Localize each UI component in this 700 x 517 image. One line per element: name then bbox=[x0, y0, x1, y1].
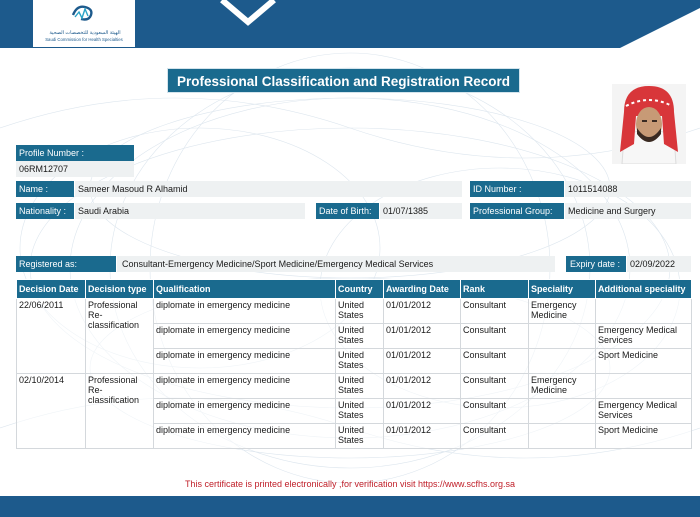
awarding-date: 01/01/2012 bbox=[384, 299, 461, 324]
profile-photo bbox=[612, 84, 686, 164]
column-header: Awarding Date bbox=[384, 280, 461, 299]
table-header-row bbox=[17, 280, 692, 299]
country: United States bbox=[336, 324, 384, 349]
logo-icon bbox=[69, 3, 97, 25]
additional-speciality bbox=[596, 299, 692, 324]
table-row bbox=[17, 299, 692, 324]
footer-band bbox=[0, 496, 700, 517]
professional-group-value: Medicine and Surgery bbox=[565, 203, 691, 219]
decision-date: 22/06/2011 bbox=[17, 299, 86, 374]
decision-type: Professional Re-classification bbox=[86, 374, 154, 449]
country: United States bbox=[336, 299, 384, 324]
qualification: diplomate in emergency medicine bbox=[154, 349, 336, 374]
additional-speciality: Sport Medicine bbox=[596, 349, 692, 374]
country: United States bbox=[336, 374, 384, 399]
column-header: Qualification bbox=[154, 280, 336, 299]
registered-as-label: Registered as: bbox=[16, 256, 116, 272]
professional-group-label: Professional Group: bbox=[470, 203, 564, 219]
rank: Consultant bbox=[461, 399, 529, 424]
qualification: diplomate in emergency medicine bbox=[154, 374, 336, 399]
nationality-label: Nationality : bbox=[16, 203, 74, 219]
decision-date: 02/10/2014 bbox=[17, 374, 86, 449]
expiry-date-value: 02/09/2022 bbox=[627, 256, 691, 272]
name-label: Name : bbox=[16, 181, 74, 197]
column-header: Decision type bbox=[86, 280, 154, 299]
dob-label: Date of Birth: bbox=[316, 203, 379, 219]
rank: Consultant bbox=[461, 299, 529, 324]
awarding-date: 01/01/2012 bbox=[384, 424, 461, 449]
speciality: Emergency Medicine bbox=[529, 299, 596, 324]
profile-number-value: 06RM12707 bbox=[16, 161, 134, 177]
column-header: Country bbox=[336, 280, 384, 299]
country: United States bbox=[336, 424, 384, 449]
speciality bbox=[529, 349, 596, 374]
column-header: Additional speciality bbox=[596, 280, 692, 299]
column-header: Rank bbox=[461, 280, 529, 299]
awarding-date: 01/01/2012 bbox=[384, 374, 461, 399]
awarding-date: 01/01/2012 bbox=[384, 399, 461, 424]
name-value: Sameer Masoud R Alhamid bbox=[75, 181, 462, 197]
document-title: Professional Classification and Registration Record bbox=[167, 68, 520, 93]
country: United States bbox=[336, 349, 384, 374]
rank: Consultant bbox=[461, 424, 529, 449]
awarding-date: 01/01/2012 bbox=[384, 324, 461, 349]
qualification: diplomate in emergency medicine bbox=[154, 399, 336, 424]
additional-speciality: Emergency Medical Services bbox=[596, 324, 692, 349]
nationality-value: Saudi Arabia bbox=[75, 203, 305, 219]
logo-english-text: Saudi Commission for Health Specialties bbox=[45, 37, 123, 42]
scfhs-logo bbox=[33, 0, 135, 47]
verification-note: This certificate is printed electronically ,for verification visit https://www.scfhs.org.sa bbox=[184, 479, 516, 489]
expiry-date-label: Expiry date : bbox=[566, 256, 626, 272]
profile-number-label: Profile Number : bbox=[16, 145, 134, 161]
registered-as-value: Consultant-Emergency Medicine/Sport Medicine/Emergency Medical Services bbox=[117, 256, 555, 272]
country: United States bbox=[336, 399, 384, 424]
logo-arabic-text: الهيئة السعودية للتخصصات الصحية bbox=[49, 30, 121, 36]
speciality bbox=[529, 324, 596, 349]
qualification: diplomate in emergency medicine bbox=[154, 324, 336, 349]
qualification: diplomate in emergency medicine bbox=[154, 299, 336, 324]
additional-speciality bbox=[596, 374, 692, 399]
table-row bbox=[17, 374, 692, 399]
rank: Consultant bbox=[461, 349, 529, 374]
rank: Consultant bbox=[461, 324, 529, 349]
rank: Consultant bbox=[461, 374, 529, 399]
column-header: Decision Date bbox=[17, 280, 86, 299]
id-number-value: 1011514088 bbox=[565, 181, 691, 197]
decision-type: Professional Re-classification bbox=[86, 299, 154, 374]
additional-speciality: Emergency Medical Services bbox=[596, 399, 692, 424]
additional-speciality: Sport Medicine bbox=[596, 424, 692, 449]
speciality: Emergency Medicine bbox=[529, 374, 596, 399]
decisions-table bbox=[16, 279, 692, 449]
qualification: diplomate in emergency medicine bbox=[154, 424, 336, 449]
awarding-date: 01/01/2012 bbox=[384, 349, 461, 374]
speciality bbox=[529, 424, 596, 449]
dob-value: 01/07/1385 bbox=[380, 203, 462, 219]
id-number-label: ID Number : bbox=[470, 181, 564, 197]
speciality bbox=[529, 399, 596, 424]
column-header: Speciality bbox=[529, 280, 596, 299]
